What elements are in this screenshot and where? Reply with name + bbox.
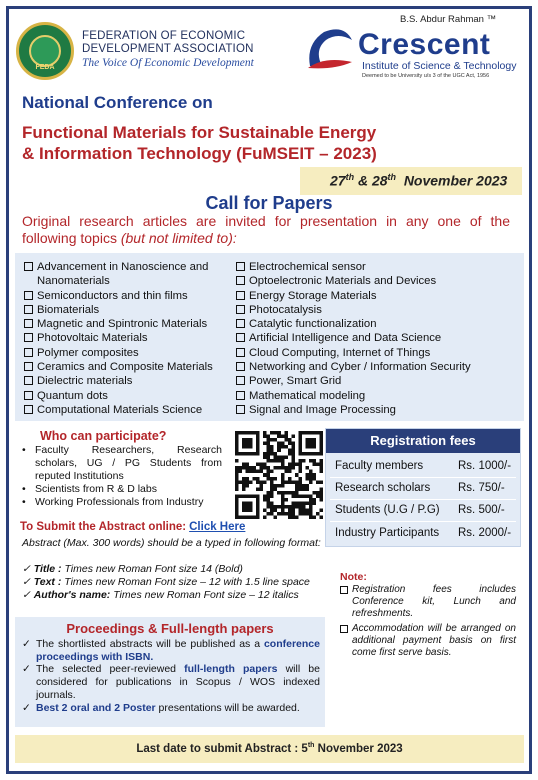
conference-title-line2: & Information Technology (FuMSEIT – 2023) bbox=[22, 144, 377, 163]
checkbox-bullet-icon bbox=[236, 333, 245, 342]
fee-value: Rs. 1000/- bbox=[458, 460, 512, 472]
conference-type: National Conference on bbox=[22, 93, 213, 112]
crescent-founder-text: B.S. Abdur Rahman ™ bbox=[400, 14, 497, 25]
checkbox-bullet-icon bbox=[24, 291, 33, 300]
checkbox-bullet-icon bbox=[236, 391, 245, 400]
intro-text: Original research articles are invited for presentation in any one of the following topics (but not limited to): bbox=[22, 213, 510, 246]
topic-item: Nanomaterials bbox=[37, 275, 110, 288]
checkbox-bullet-icon bbox=[24, 333, 33, 342]
feda-tagline: The Voice Of Economic Development bbox=[82, 57, 254, 69]
format-title: ✓ Title : Times new Roman Font size 14 (Bold) bbox=[22, 563, 243, 575]
feda-name-line2: DEVELOPMENT ASSOCIATION bbox=[82, 43, 254, 55]
topic-item: Computational Materials Science bbox=[24, 403, 234, 417]
fee-divider bbox=[330, 521, 516, 522]
participant-item: • Working Professionals from Industry bbox=[22, 496, 204, 508]
topic-item: Catalytic functionalization bbox=[236, 317, 521, 331]
fee-label: Industry Participants bbox=[335, 527, 440, 539]
checkbox-bullet-icon bbox=[24, 305, 33, 314]
registration-fees-heading: Registration fees bbox=[326, 429, 520, 453]
checkbox-bullet-icon bbox=[236, 262, 245, 271]
checkbox-bullet-icon bbox=[24, 348, 33, 357]
topic-item: Energy Storage Materials bbox=[236, 289, 521, 303]
checkbox-bullet-icon bbox=[236, 405, 245, 414]
topic-item: Ceramics and Composite Materials bbox=[24, 360, 234, 374]
topic-item: Semiconductors and thin films bbox=[24, 289, 234, 303]
note-heading: Note: bbox=[340, 571, 367, 583]
checkbox-bullet-icon bbox=[236, 376, 245, 385]
topic-item: Optoelectronic Materials and Devices bbox=[236, 274, 521, 288]
checkbox-bullet-icon bbox=[236, 291, 245, 300]
conference-dates: 27th & 28th November 2023 bbox=[330, 172, 508, 189]
format-author: ✓ Author's name: Times new Roman Font size – 12 italics bbox=[22, 589, 299, 601]
fee-label: Students (U.G / P.G) bbox=[335, 504, 440, 516]
topic-item: Electrochemical sensor bbox=[236, 260, 521, 274]
topic-item: Photovoltaic Materials bbox=[24, 331, 234, 345]
topic-item: Signal and Image Processing bbox=[236, 403, 521, 417]
crescent-logo-icon bbox=[304, 26, 354, 72]
proceedings-item: ✓ The selected peer-reviewed full-length papers will be considered for publications in Scopus / WOS indexed journals. bbox=[22, 663, 320, 701]
click-here-link[interactable]: Click Here bbox=[189, 521, 246, 533]
fee-value: Rs. 2000/- bbox=[458, 527, 512, 539]
checkbox-bullet-icon bbox=[236, 276, 245, 285]
topic-item: Magnetic and Spintronic Materials bbox=[24, 317, 234, 331]
submit-abstract-line: To Submit the Abstract online: Click Here bbox=[20, 521, 246, 533]
note-item: Registration fees includes Conference kit, Lunch and refreshments. bbox=[340, 584, 516, 620]
fee-label: Faculty members bbox=[335, 460, 424, 472]
proceedings-item: ✓ The shortlisted abstracts will be published as a conference proceedings with ISBN. bbox=[22, 638, 320, 663]
participant-list bbox=[22, 444, 222, 509]
fee-divider bbox=[330, 477, 516, 478]
feda-logo-abbr: FEDA bbox=[35, 64, 55, 71]
topics-right-column bbox=[236, 260, 521, 417]
checkbox-bullet-icon bbox=[236, 305, 245, 314]
participant-item: • Scientists from R & D labs bbox=[22, 483, 157, 495]
topic-item: Polymer composites bbox=[24, 346, 234, 360]
checkbox-bullet-icon bbox=[24, 362, 33, 371]
call-for-papers-heading: Call for Papers bbox=[205, 193, 333, 213]
checkbox-bullet-icon bbox=[236, 319, 245, 328]
fee-label: Research scholars bbox=[335, 482, 431, 494]
proceedings-item: ✓ Best 2 oral and 2 Poster presentations will be awarded. bbox=[22, 701, 300, 714]
fee-value: Rs. 750/- bbox=[458, 482, 505, 494]
topic-item: Power, Smart Grid bbox=[236, 374, 521, 388]
participant-item: • Faculty Researchers, Research scholars, UG / PG Students from reputed Institutions bbox=[22, 444, 222, 482]
checkbox-bullet-icon bbox=[24, 405, 33, 414]
topic-item: Quantum dots bbox=[24, 389, 234, 403]
topic-item: Artificial Intelligence and Data Science bbox=[236, 331, 521, 345]
conference-title-line1: Functional Materials for Sustainable Energy bbox=[22, 123, 377, 142]
crescent-institute: Institute of Science & Technology bbox=[362, 60, 517, 72]
abstract-format-intro: Abstract (Max. 300 words) should be a typed in following format: bbox=[22, 537, 321, 549]
topic-item: Photocatalysis bbox=[236, 303, 521, 317]
topic-item: Dielectric materials bbox=[24, 374, 234, 388]
topic-item: Mathematical modeling bbox=[236, 389, 521, 403]
topic-item: Cloud Computing, Internet of Things bbox=[236, 346, 521, 360]
format-text: ✓ Text : Times new Roman Font size – 12 with 1.5 line space bbox=[22, 576, 310, 588]
proceedings-heading: Proceedings & Full-length papers bbox=[66, 621, 274, 636]
feda-name bbox=[82, 30, 254, 56]
checkbox-bullet-icon bbox=[24, 391, 33, 400]
checkbox-bullet-icon bbox=[24, 262, 33, 271]
note-item: Accommodation will be arranged on additional payment basis on first come first serve basis. bbox=[340, 623, 516, 659]
conference-title bbox=[22, 122, 422, 164]
qr-code-icon[interactable] bbox=[235, 431, 323, 519]
fee-divider bbox=[330, 499, 516, 500]
crescent-name: Crescent bbox=[358, 28, 491, 61]
topics-left-column bbox=[24, 260, 234, 417]
checkbox-bullet-icon bbox=[24, 376, 33, 385]
crescent-deemed: Deemed to be University u/s 3 of the UGC Act, 1956 bbox=[362, 73, 490, 79]
topic-item: Networking and Cyber / Information Security bbox=[236, 360, 521, 374]
topic-item: Advancement in Nanoscience and bbox=[24, 260, 234, 274]
proceedings-list bbox=[22, 638, 320, 714]
note-list bbox=[340, 584, 516, 662]
who-can-participate-heading: Who can participate? bbox=[40, 429, 167, 443]
abstract-deadline: Last date to submit Abstract : 5th November 2023 bbox=[136, 742, 403, 755]
fee-value: Rs. 500/- bbox=[458, 504, 505, 516]
feda-name-line1: FEDERATION OF ECONOMIC bbox=[82, 30, 246, 42]
feda-logo bbox=[16, 22, 74, 80]
checkbox-bullet-icon bbox=[24, 319, 33, 328]
topic-item: Biomaterials bbox=[24, 303, 234, 317]
checkbox-bullet-icon bbox=[236, 362, 245, 371]
checkbox-bullet-icon bbox=[236, 348, 245, 357]
